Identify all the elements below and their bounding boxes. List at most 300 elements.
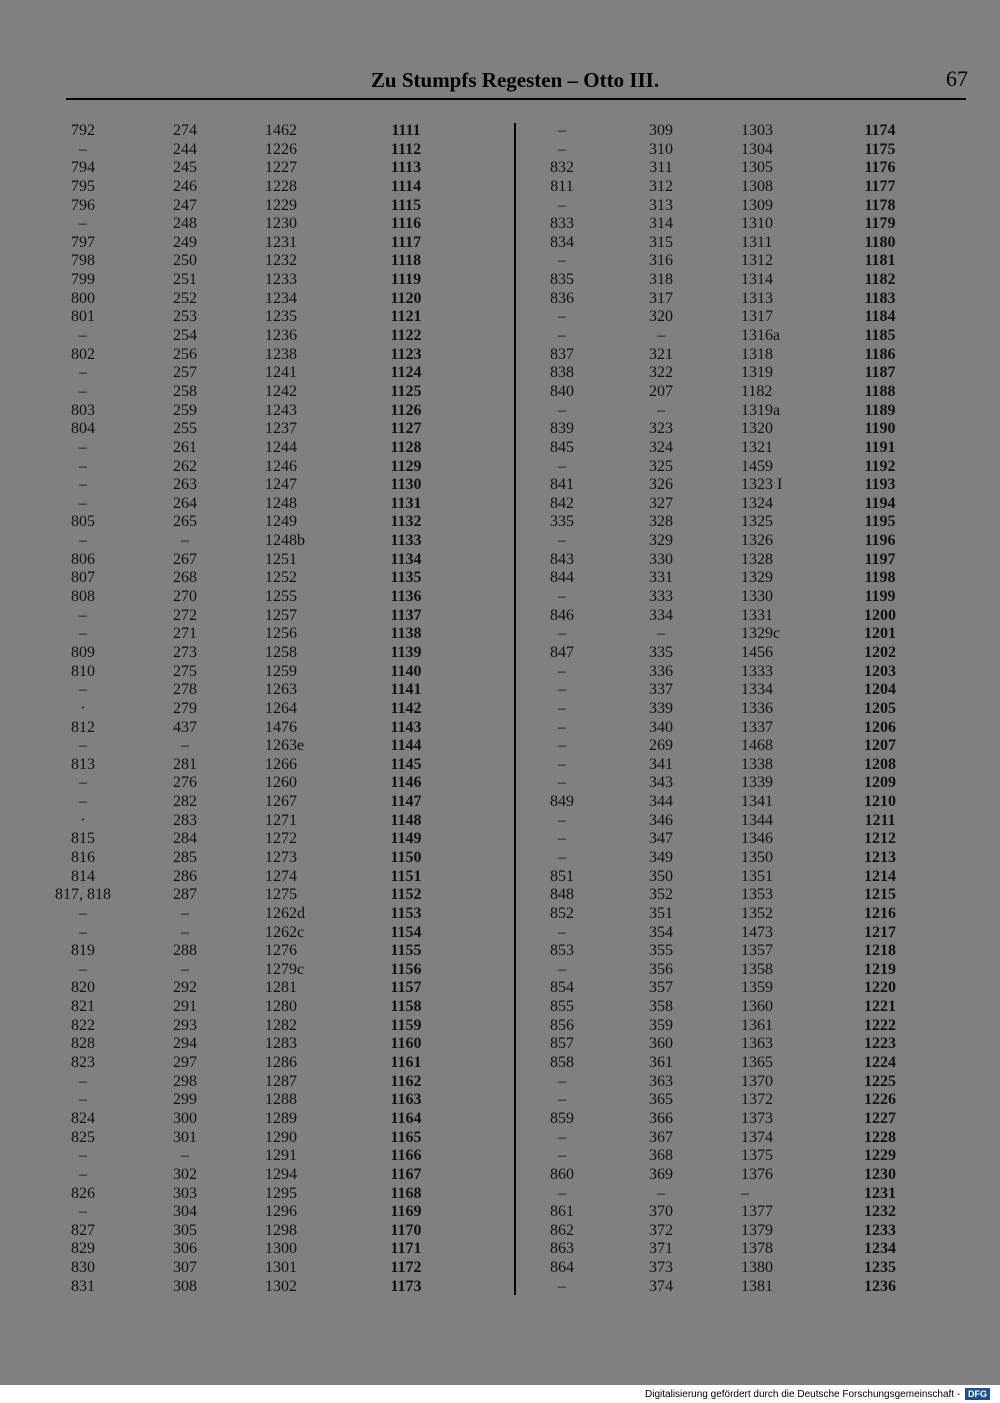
table-cell: 811 (550, 177, 574, 195)
table-cell: 1157 (390, 979, 422, 997)
table-cell: 1252 (265, 569, 297, 587)
table-cell: 1193 (864, 476, 896, 494)
table-cell: 1361 (741, 1016, 773, 1034)
table-cell: 371 (649, 1240, 673, 1258)
table-cell: 250 (173, 252, 197, 270)
header-rule (66, 98, 966, 100)
table-cell: 1205 (864, 699, 896, 717)
table-cell: 351 (649, 904, 673, 922)
table-cell: 1294 (265, 1165, 297, 1183)
table-cell: – (181, 923, 189, 941)
table-cell: 1243 (265, 401, 297, 419)
table-cell: 268 (173, 569, 197, 587)
table-cell: 1247 (265, 476, 297, 494)
table-cell: 302 (173, 1165, 197, 1183)
table-cell: 316 (649, 252, 673, 270)
table-cell: 792 (71, 122, 95, 139)
table-cell: 357 (649, 979, 673, 997)
table-cell: 326 (649, 476, 673, 494)
table-cell: 1169 (390, 1203, 422, 1221)
table-cell: 259 (173, 401, 197, 419)
table-cell: 1295 (265, 1184, 297, 1202)
table-cell: 1462 (265, 122, 297, 139)
table-cell: 1184 (864, 308, 896, 326)
table-cell: 1263e (265, 737, 305, 755)
table-cell: 247 (173, 196, 197, 214)
table-cell: 820 (71, 979, 95, 997)
table-cell: – (79, 960, 87, 978)
table-cell: 293 (173, 1016, 197, 1034)
table-cell: 278 (173, 681, 197, 699)
table-cell: 329 (649, 532, 673, 550)
table-cell: 833 (550, 215, 574, 233)
table-cell: – (558, 662, 566, 680)
table-cell: 263 (173, 476, 197, 494)
table-cell: 1217 (864, 923, 896, 941)
table-cell: 1235 (265, 308, 297, 326)
table-cell: 335 (550, 513, 574, 531)
table-cell: – (657, 401, 665, 419)
table-cell: 1314 (741, 271, 773, 289)
table-cell: 284 (173, 830, 197, 848)
table-cell: 368 (649, 1147, 673, 1165)
table-cell: 1259 (265, 662, 297, 680)
table-cell: 297 (173, 1054, 197, 1072)
table-cell: 1251 (265, 550, 297, 568)
table-cell: – (79, 1147, 87, 1165)
table-cell: 1359 (741, 979, 773, 997)
table-cell: 810 (71, 662, 95, 680)
table-cell: 269 (649, 737, 673, 755)
table-cell: 1136 (390, 588, 422, 606)
table-cell: 1204 (864, 681, 896, 699)
table-cell: 344 (649, 793, 673, 811)
table-cell: 261 (173, 438, 197, 456)
table-cell: 312 (649, 177, 673, 195)
table-cell: 836 (550, 289, 574, 307)
table-cell: 846 (550, 606, 574, 624)
table-cell: 1132 (390, 513, 422, 531)
table-cell: – (79, 382, 87, 400)
table-cell: 1360 (741, 998, 773, 1016)
table-cell: 803 (71, 401, 95, 419)
table-cell: 1229 (864, 1147, 896, 1165)
table-cell: 333 (649, 588, 673, 606)
table-cell: 862 (550, 1221, 574, 1239)
table-cell: 1212 (864, 830, 896, 848)
table-cell: 835 (550, 271, 574, 289)
table-cell: 1323 I (741, 476, 783, 494)
table-cell: – (181, 737, 189, 755)
table-cell: 313 (649, 196, 673, 214)
table-cell: – (79, 140, 87, 158)
table-cell: – (79, 625, 87, 643)
table-cell: – (79, 1072, 87, 1090)
table-cell: 1133 (390, 532, 422, 550)
table-cell: 1238 (265, 345, 297, 363)
table-cell: 255 (173, 420, 197, 438)
table-cell: 306 (173, 1240, 197, 1258)
table-cell: 1137 (390, 606, 422, 624)
table-cell: 1191 (864, 438, 896, 456)
table-cell: 1351 (741, 867, 773, 885)
table-cell: 1159 (390, 1016, 422, 1034)
table-cell: 1167 (390, 1165, 422, 1183)
table-cell: 244 (173, 140, 197, 158)
table-cell: 347 (649, 830, 673, 848)
table-cell: 1166 (390, 1147, 422, 1165)
table-cell: 1304 (741, 140, 773, 158)
table-cell: 274 (173, 122, 197, 139)
table-cell: 1336 (741, 699, 773, 717)
table-cell: 321 (649, 345, 673, 363)
table-cell: 369 (649, 1165, 673, 1183)
table-cell: – (558, 308, 566, 326)
table-cell: 1283 (265, 1035, 297, 1053)
table-cell: 256 (173, 345, 197, 363)
table-cell: 300 (173, 1109, 197, 1127)
table-cell: 1202 (864, 643, 896, 661)
table-cell: 341 (649, 755, 673, 773)
table-cell: 1189 (864, 401, 896, 419)
table-cell: 1276 (265, 942, 297, 960)
table-cell: – (558, 532, 566, 550)
table-cell: 1113 (390, 159, 422, 177)
table-cell: 1231 (864, 1184, 896, 1202)
table-cell: 1158 (390, 998, 422, 1016)
table-cell: – (79, 1165, 87, 1183)
table-cell: 1290 (265, 1128, 297, 1146)
table-cell: 288 (173, 942, 197, 960)
table-cell: 819 (71, 942, 95, 960)
table-cell: 1287 (265, 1072, 297, 1090)
table-cell: 1281 (265, 979, 297, 997)
table-cell: 858 (550, 1054, 574, 1072)
table-cell: 1130 (390, 476, 422, 494)
table-cell: 1309 (741, 196, 773, 214)
table-cell: – (181, 960, 189, 978)
table-cell: 1154 (390, 923, 422, 941)
table-cell: 1226 (864, 1091, 896, 1109)
table-cell: 246 (173, 177, 197, 195)
table-cell: 325 (649, 457, 673, 475)
table-cell: 314 (649, 215, 673, 233)
table-cell: 813 (71, 755, 95, 773)
table-cell: 1321 (741, 438, 773, 456)
table-cell: 1230 (864, 1165, 896, 1183)
table-cell: 1112 (390, 140, 422, 158)
table-cell: 1274 (265, 867, 297, 885)
table-cell: 279 (173, 699, 197, 717)
table-cell: 334 (649, 606, 673, 624)
table-cell: – (558, 588, 566, 606)
table-cell: 1275 (265, 886, 297, 904)
table-cell: 1160 (390, 1035, 422, 1053)
table-cell: 847 (550, 643, 574, 661)
table-cell: 832 (550, 159, 574, 177)
table-cell: 1377 (741, 1203, 773, 1221)
table-cell: 834 (550, 233, 574, 251)
right-column-2 (631, 122, 691, 1296)
table-cell: 1111 (391, 122, 421, 139)
table-cell: 1183 (864, 289, 896, 307)
table-cell: 1153 (390, 904, 422, 922)
table-cell: 366 (649, 1109, 673, 1127)
table-cell: 1257 (265, 606, 297, 624)
table-cell: 1173 (390, 1277, 422, 1295)
table-cell: 1145 (390, 755, 422, 773)
table-cell: 1135 (390, 569, 422, 587)
table-cell: 308 (173, 1277, 197, 1295)
table-cell: 1476 (265, 718, 297, 736)
table-cell: 1187 (864, 364, 896, 382)
table-cell: 304 (173, 1203, 197, 1221)
table-cell: 1182 (864, 271, 896, 289)
table-cell: 806 (71, 550, 95, 568)
table-cell: 1330 (741, 588, 773, 606)
table-cell: 1308 (741, 177, 773, 195)
table-cell: 361 (649, 1054, 673, 1072)
table-cell: 1232 (864, 1203, 896, 1221)
table-cell: 1216 (864, 904, 896, 922)
table-cell: 1363 (741, 1035, 773, 1053)
table-cell: 1224 (864, 1054, 896, 1072)
table-cell: 1227 (864, 1109, 896, 1127)
table-cell: 207 (649, 382, 673, 400)
table-cell: 1148 (390, 811, 422, 829)
table-cell: 852 (550, 904, 574, 922)
table-cell: 849 (550, 793, 574, 811)
table-cell: 1206 (864, 718, 896, 736)
table-cell: 292 (173, 979, 197, 997)
table-cell: – (558, 1091, 566, 1109)
table-cell: 1126 (390, 401, 422, 419)
table-cell: 1211 (864, 811, 896, 829)
table-cell: 1337 (741, 718, 773, 736)
table-cell: 267 (173, 550, 197, 568)
table-cell: – (79, 494, 87, 512)
table-cell: 1182 (741, 382, 773, 400)
table-cell: 349 (649, 848, 673, 866)
table-cell: 1365 (741, 1054, 773, 1072)
table-cell: 1236 (864, 1277, 896, 1295)
running-title: Zu Stumpfs Regesten – Otto III. (370, 68, 660, 92)
table-cell: 1256 (265, 625, 297, 643)
table-cell: – (79, 1091, 87, 1109)
table-cell: 1147 (390, 793, 422, 811)
table-cell: 1178 (864, 196, 896, 214)
table-cell: 1177 (864, 177, 896, 195)
table-cell: 1114 (390, 177, 422, 195)
table-cell: 350 (649, 867, 673, 885)
table-cell: 1311 (741, 233, 773, 251)
table-cell: – (79, 737, 87, 755)
table-cell: 864 (550, 1259, 574, 1277)
table-cell: 1459 (741, 457, 773, 475)
table-cell: – (79, 532, 87, 550)
table-cell: 1163 (390, 1091, 422, 1109)
table-cell: 851 (550, 867, 574, 885)
table-cell: 322 (649, 364, 673, 382)
table-cell: – (79, 364, 87, 382)
table-cell: 249 (173, 233, 197, 251)
table-cell: – (558, 848, 566, 866)
table-cell: 372 (649, 1221, 673, 1239)
table-cell: 305 (173, 1221, 197, 1239)
table-cell: 1122 (390, 327, 422, 345)
table-cell: – (79, 793, 87, 811)
table-cell: 1232 (265, 252, 297, 270)
table-cell: 1199 (864, 588, 896, 606)
table-cell: – (558, 923, 566, 941)
table-cell: – (181, 532, 189, 550)
table-cell: 1352 (741, 904, 773, 922)
table-cell: 1317 (741, 308, 773, 326)
table-cell: 1162 (390, 1072, 422, 1090)
table-cell: 356 (649, 960, 673, 978)
table-cell: 1296 (265, 1203, 297, 1221)
table-cell: 1229 (265, 196, 297, 214)
table-cell: 1150 (390, 848, 422, 866)
table-cell: 253 (173, 308, 197, 326)
table-cell: 1140 (390, 662, 422, 680)
table-cell: 340 (649, 718, 673, 736)
table-cell: 1164 (390, 1109, 422, 1127)
table-cell: 254 (173, 327, 197, 345)
table-cell: 1260 (265, 774, 297, 792)
table-cell: 1139 (390, 643, 422, 661)
table-cell: 1376 (741, 1165, 773, 1183)
table-cell: – (558, 960, 566, 978)
table-cell: – (558, 457, 566, 475)
table-cell: 1155 (390, 942, 422, 960)
table-cell: 1123 (390, 345, 422, 363)
table-cell: 1129 (390, 457, 422, 475)
table-cell: 286 (173, 867, 197, 885)
table-cell: 1190 (864, 420, 896, 438)
table-cell: 1172 (390, 1259, 422, 1277)
table-cell: – (558, 718, 566, 736)
table-cell: 809 (71, 643, 95, 661)
digitization-footer (560, 1388, 990, 1403)
table-cell: 822 (71, 1016, 95, 1034)
table-cell: 301 (173, 1128, 197, 1146)
table-cell: 802 (71, 345, 95, 363)
table-cell: 1242 (265, 382, 297, 400)
table-cell: 1156 (390, 960, 422, 978)
table-cell: 1203 (864, 662, 896, 680)
table-cell: 303 (173, 1184, 197, 1202)
footer-text: Digitalisierung gefördert durch die Deutsche Forschungsgemeinschaft - (645, 1389, 961, 1400)
table-cell: 283 (173, 811, 197, 829)
table-cell: 799 (71, 271, 95, 289)
table-cell: 1120 (390, 289, 422, 307)
right-column-4 (840, 122, 920, 1296)
table-cell: 318 (649, 271, 673, 289)
table-cell: 1370 (741, 1072, 773, 1090)
table-cell: 1143 (390, 718, 422, 736)
table-cell: 808 (71, 588, 95, 606)
table-cell: 1373 (741, 1109, 773, 1127)
table-cell: 1341 (741, 793, 773, 811)
table-cell: 1338 (741, 755, 773, 773)
table-cell: 805 (71, 513, 95, 531)
table-cell: 1233 (265, 271, 297, 289)
table-cell: – (181, 904, 189, 922)
table-cell: 354 (649, 923, 673, 941)
table-cell: 1468 (741, 737, 773, 755)
table-cell: 1378 (741, 1240, 773, 1258)
table-cell: 1234 (265, 289, 297, 307)
table-cell: 1310 (741, 215, 773, 233)
table-cell: 1319a (741, 401, 781, 419)
table-cell: 860 (550, 1165, 574, 1183)
table-cell: 337 (649, 681, 673, 699)
table-cell: 324 (649, 438, 673, 456)
table-cell: 1208 (864, 755, 896, 773)
table-cell: 299 (173, 1091, 197, 1109)
table-cell: 1298 (265, 1221, 297, 1239)
table-cell: 1226 (265, 140, 297, 158)
table-cell: 855 (550, 998, 574, 1016)
table-cell: · (80, 699, 86, 717)
table-cell: – (657, 327, 665, 345)
table-cell: 823 (71, 1054, 95, 1072)
table-cell: 1331 (741, 606, 773, 624)
table-cell: 1241 (265, 364, 297, 382)
table-cell: 807 (71, 569, 95, 587)
table-cell: 374 (649, 1277, 673, 1295)
table-cell: 801 (71, 308, 95, 326)
table-cell: 1230 (265, 215, 297, 233)
table-cell: 863 (550, 1240, 574, 1258)
table-cell: 1279c (265, 960, 305, 978)
table-cell: – (79, 774, 87, 792)
table-cell: 1221 (864, 998, 896, 1016)
table-cell: 1176 (864, 159, 896, 177)
table-cell: 861 (550, 1203, 574, 1221)
table-cell: – (558, 1072, 566, 1090)
table-cell: 831 (71, 1277, 95, 1295)
table-cell: 1280 (265, 998, 297, 1016)
table-cell: 1263 (265, 681, 297, 699)
table-cell: 275 (173, 662, 197, 680)
table-cell: 1168 (390, 1184, 422, 1202)
table-cell: 826 (71, 1184, 95, 1202)
table-cell: 437 (173, 718, 197, 736)
table-cell: 359 (649, 1016, 673, 1034)
table-cell: 273 (173, 643, 197, 661)
table-cell: 1175 (864, 140, 896, 158)
table-cell: 1188 (864, 382, 896, 400)
table-cell: 287 (173, 886, 197, 904)
table-cell: 1289 (265, 1109, 297, 1127)
table-cell: 1174 (864, 122, 896, 139)
page-number: 67 (946, 66, 968, 91)
table-cell: 821 (71, 998, 95, 1016)
table-cell: 1209 (864, 774, 896, 792)
table-cell: 355 (649, 942, 673, 960)
table-cell: – (657, 1184, 665, 1202)
table-cell: 1318 (741, 345, 773, 363)
table-cell: · (80, 811, 86, 829)
table-cell: 331 (649, 569, 673, 587)
table-cell: 360 (649, 1035, 673, 1053)
table-cell: 310 (649, 140, 673, 158)
table-cell: 840 (550, 382, 574, 400)
table-cell: 1233 (864, 1221, 896, 1239)
table-cell: 1161 (390, 1054, 422, 1072)
